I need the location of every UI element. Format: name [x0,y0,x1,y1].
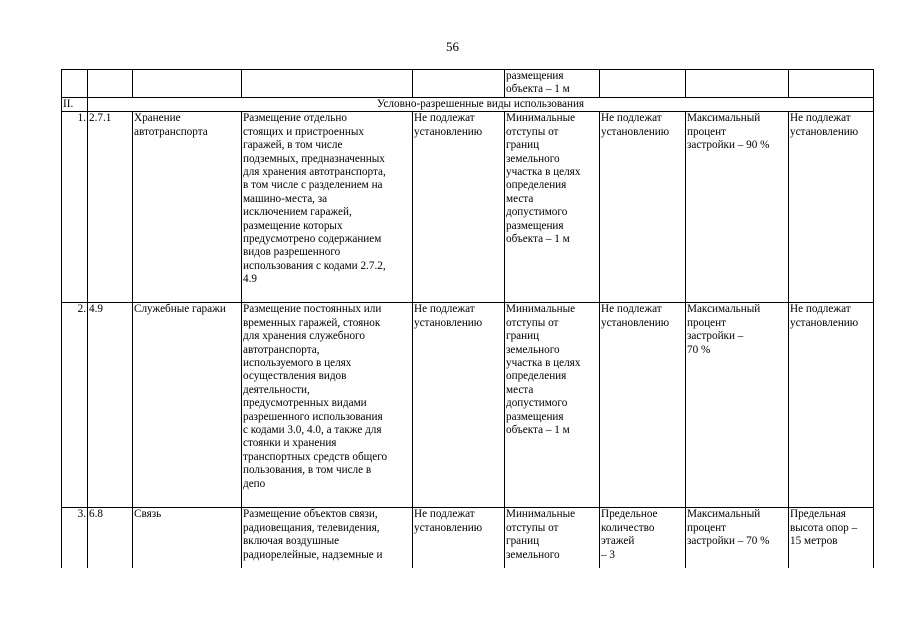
row-code: 2.7.1 [88,112,133,303]
row-description [242,112,413,303]
cell-setback-continuation: размещения объекта – 1 м [506,70,570,96]
table-row-continuation [62,70,874,98]
page-number: 56 [446,39,459,54]
row-number: 1. [62,112,88,303]
table-cell [62,70,88,98]
table-cell [413,70,505,98]
row-col8 [686,508,789,569]
row-col8 [686,112,789,303]
land-use-table [61,69,874,568]
table-cell [242,70,413,98]
row-col8-text: Максимальный процент застройки – 90 % [687,112,770,152]
row-col5-text: Не подлежат установлению [414,508,483,534]
row-col6 [505,508,600,569]
row-col5-text: Не подлежат установлению [414,303,483,329]
row-col9 [789,112,874,303]
row-col6-text: Минимальные отступы от границ земельного участка в целях определения места допустимого размещения объекта – 1 м [506,112,581,246]
row-name-text: Служебные гаражи [134,303,226,316]
row-description [242,303,413,508]
row-col5 [413,303,505,508]
table-row [62,508,874,569]
row-description [242,508,413,569]
row-number: 2. [62,303,88,508]
row-name-text: Связь [134,508,162,521]
row-description-text: Размещение объектов связи, радиовещания, телевидения, включая воздушные радиорелейные, надземные и [243,508,383,561]
row-col7-text: Не подлежат установлению [601,303,670,329]
row-name [133,508,242,569]
row-col9-text: Не подлежат установлению [790,303,859,329]
row-col7 [600,303,686,508]
row-col7 [600,112,686,303]
table-cell [686,70,789,98]
row-col6 [505,303,600,508]
row-col9-text: Предельная высота опор – 15 метров [790,508,858,548]
table-cell [133,70,242,98]
row-col9-text: Не подлежат установлению [790,112,859,138]
table-row [62,303,874,508]
row-col5 [413,112,505,303]
row-col9 [789,303,874,508]
row-col6-text: Минимальные отступы от границ земельного [506,508,576,561]
row-col7 [600,508,686,569]
table-cell [88,70,133,98]
row-col6 [505,112,600,303]
table-row-section [62,98,874,112]
row-col8-text: Максимальный процент застройки – 70 % [687,508,770,548]
row-number: 3. [62,508,88,569]
table-cell [789,70,874,98]
section-title: Условно-разрешенные виды использования [88,98,874,112]
row-description-text: Размещение постоянных или временных гаражей, стоянок для хранения служебного автотранспорта, используемого в целях осуществления видов деятельности, предусмотренных видами разрешенного использования с кодами 3.0, 4.0, а также для стоянки и хранения транспортных средств общего пользования, в том числе в депо [243,303,388,490]
row-name [133,303,242,508]
table-cell [600,70,686,98]
table-row [62,112,874,303]
row-col8-text: Максимальный процент застройки – 70 % [687,303,761,356]
row-col6-text: Минимальные отступы от границ земельного участка в целях определения места допустимого размещения объекта – 1 м [506,303,581,437]
table-cell [505,70,600,98]
section-number: II. [62,98,88,112]
row-code: 6.8 [88,508,133,569]
row-col5 [413,508,505,569]
row-col8 [686,303,789,508]
row-code: 4.9 [88,303,133,508]
row-description-text: Размещение отдельно стоящих и пристроенных гаражей, в том числе подземных, предназначенных для хранения автотранспорта, в том числе с разделением на машино-места, за исключением гаражей, размещение которых предусмотрено содержанием видов разрешенного использования с кодами 2.7.2, 4.9 [243,112,386,286]
row-name [133,112,242,303]
row-col5-text: Не подлежат установлению [414,112,483,138]
row-col7-text: Не подлежат установлению [601,112,670,138]
row-name-text: Хранение автотранспорта [134,112,208,138]
row-col9 [789,508,874,569]
row-col7-text: Предельное количество этажей – 3 [601,508,658,561]
